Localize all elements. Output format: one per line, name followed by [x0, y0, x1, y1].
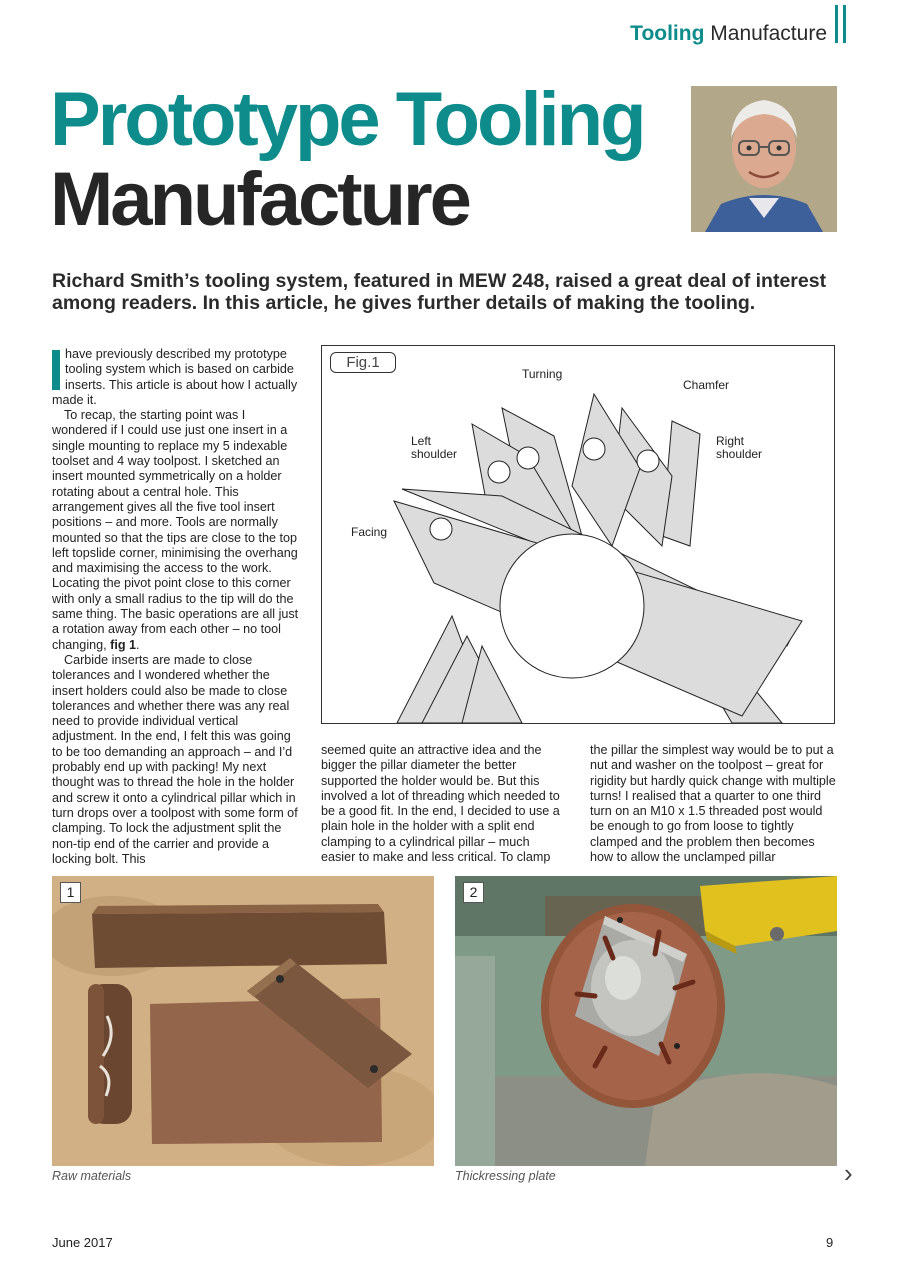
turning-insert-hole: [583, 438, 605, 460]
pivot-hole: [500, 534, 644, 678]
figure-1-drawing: [322, 346, 834, 723]
caption-photo-2: Thickressing plate: [455, 1169, 556, 1183]
caption-photo-1: Raw materials: [52, 1169, 132, 1183]
title-line-1: Prototype Tooling: [50, 77, 644, 162]
left-shoulder-hole: [488, 461, 510, 483]
label-turning: Turning: [522, 367, 563, 381]
label-left-shoulder: Left shoulder: [411, 434, 458, 461]
photo-number-2: 2: [463, 882, 484, 903]
photo-raw-materials: [52, 876, 434, 1166]
page-number: 9: [826, 1235, 834, 1250]
standfirst: Richard Smith’s tooling system, featured in MEW 248, raised a great deal of interest among readers. In this article, he gives further details of making the tooling.: [52, 270, 827, 314]
next-page-arrow-icon[interactable]: ›: [844, 1158, 853, 1188]
holder-turning: [572, 394, 640, 546]
label-facing: Facing: [351, 525, 388, 539]
footer-date: June 2017: [52, 1235, 113, 1250]
figure-1-diagram: [321, 345, 835, 724]
paragraph-2: To recap, the starting point was I wondered if I could use just one insert in a single mounting to replace my 5 indexable toolset and 4 way toolpost. I sketched an insert mounted symmetrically on a holder rotating about a central hole. This arrangement gives all the five tool insert positions – and more. Tools are normally mounted so that the tips are close to the top left topslide corner, minimising the overhang and maximising the access to the work. Locating the pivot point close to this corner with only a small radius to the tip will do the same thing. The basic operations are all just a rotation away from each other – no tool changing, fig 1.: [52, 408, 299, 652]
section-header: [630, 22, 827, 46]
author-portrait: [691, 86, 837, 232]
figure-tag: Fig.1: [330, 352, 396, 373]
photo-number-1: 1: [60, 882, 81, 903]
paragraph-3: Carbide inserts are made to close tolerances and I wondered whether the insert holders could also be made to close tolerances and whether there was any real need to provide individual vertical adjustment. In the end, I felt this was going to be too demanding an approach – and I’d probably end up with packing! My next thought was to thread the hole in the holder and screw it onto a cylindrical pillar which in turn drops over a toolpost with some form of clamping. To lock the adjustment split the non-tip end of the carrier and provide a locking bolt. This: [52, 652, 298, 866]
fig-reference: fig 1: [110, 637, 137, 652]
label-right-shoulder: Right shoulder: [716, 434, 763, 461]
section-header-strong: Tooling: [630, 22, 705, 45]
label-chamfer: Chamfer: [683, 378, 730, 392]
photo-thickressing-plate: [455, 876, 837, 1166]
paragraph-1: have previously described my prototype tooling system which is based on carbide inserts. This article is about how I actually made it.: [52, 347, 298, 407]
header-bars-decoration: [835, 5, 849, 43]
body-column-3: the pillar the simplest way would be to put a nut and washer on the toolpost – great for rigidity but hardly quick change with multiple turns! I realised that a quarter to one third turn on an M10 x 1.5 threaded post would be enough to go from loose to tightly clamped and the problem then becomes how to allow the unclamped pillar: [590, 743, 836, 865]
page-title: [50, 77, 644, 242]
chamfer-insert-hole: [637, 450, 659, 472]
body-column-1: [52, 347, 300, 867]
title-line-2: Manufacture: [50, 157, 469, 242]
drop-cap-bar: [52, 350, 60, 390]
section-header-rest: Manufacture: [710, 22, 827, 45]
body-column-2: seemed quite an attractive idea and the bigger the pillar diameter the better supported the holder would be. But this involved a lot of threading which needed to be a good fit. In the end, I decided to use a plain hole in the holder with a split end clamping to a cylindrical pillar – much easier to make and less critical. To clamp: [321, 743, 560, 865]
turning-back-hole: [517, 447, 539, 469]
facing-insert-hole: [430, 518, 452, 540]
